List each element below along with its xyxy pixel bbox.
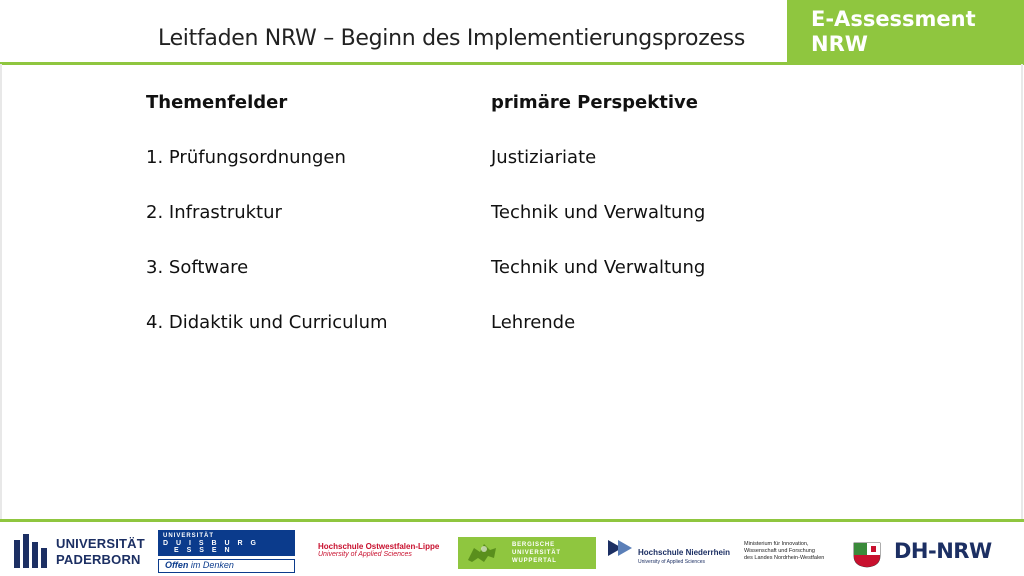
logo-uni-paderborn	[14, 530, 144, 570]
right-border	[1021, 64, 1023, 520]
brand-line-2: NRW	[811, 32, 868, 56]
mifo-line-3: des Landes Nordrhein-Westfalen	[744, 555, 825, 561]
e-assessment-brand-box	[787, 0, 1024, 64]
ude-line-1: UNIVERSITÄT	[163, 533, 215, 539]
logo-uni-duisburg-essen	[158, 530, 296, 572]
topic-cell: 1. Prüfungsordnungen	[146, 147, 346, 168]
perspective-cell: Lehrende	[491, 312, 576, 333]
logo-dh-nrw: DH-NRW	[894, 539, 992, 563]
ude-line-3: E S S E N	[174, 547, 233, 554]
topic-cell: 2. Infrastruktur	[146, 202, 282, 223]
nrw-coat-of-arms-icon	[852, 542, 882, 568]
ude-slogan	[165, 560, 234, 570]
ude-line-2: D U I S B U R G	[163, 540, 259, 547]
logo-ministerium-nrw	[744, 541, 848, 562]
perspective-cell: Technik und Verwaltung	[491, 257, 706, 278]
header-themenfelder: Themenfelder	[146, 92, 288, 113]
header-divider	[0, 62, 1024, 65]
ude-slogan-box	[158, 559, 295, 573]
ude-slogan-bold: Offen	[165, 560, 189, 570]
mifo-line-1: Ministerium für Innovation,	[744, 541, 809, 547]
owl-line-2: University of Applied Sciences	[318, 551, 412, 558]
paderborn-mark-icon	[14, 532, 48, 568]
logo-hochschule-owl	[318, 542, 439, 558]
lion-emblem-icon	[464, 540, 502, 566]
niederrhein-arrow-icon	[608, 540, 634, 556]
buw-line-1: BERGISCHE	[512, 542, 555, 548]
paderborn-line-1: UNIVERSITÄT	[56, 536, 145, 551]
ude-banner	[158, 530, 295, 556]
slide-title: Leitfaden NRW – Beginn des Implementierungsprozess	[158, 26, 746, 51]
partner-logo-footer	[0, 522, 1024, 576]
hsnr-line-2: University of Applied Sciences	[638, 559, 705, 565]
ude-slogan-rest: im Denken	[188, 560, 234, 570]
buw-line-3: WUPPERTAL	[512, 558, 557, 564]
paderborn-line-2: PADERBORN	[56, 552, 141, 567]
brand-line-1: E-Assessment	[811, 7, 976, 31]
hsnr-line-1: Hochschule Niederrhein	[638, 548, 731, 557]
slide-header	[0, 0, 1024, 64]
header-perspektive: primäre Perspektive	[491, 92, 698, 113]
left-border	[0, 64, 2, 520]
topic-cell: 3. Software	[146, 257, 249, 278]
owl-line-1: Hochschule Ostwestfalen-Lippe	[318, 542, 440, 551]
perspective-cell: Justiziariate	[491, 147, 597, 168]
buw-line-2: UNIVERSITÄT	[512, 550, 561, 556]
logo-bergische-uni-wuppertal	[458, 537, 596, 569]
logo-hochschule-niederrhein	[608, 537, 731, 571]
mifo-line-2: Wissenschaft und Forschung	[744, 548, 815, 554]
perspective-cell: Technik und Verwaltung	[491, 202, 706, 223]
topic-cell: 4. Didaktik und Curriculum	[146, 312, 388, 333]
